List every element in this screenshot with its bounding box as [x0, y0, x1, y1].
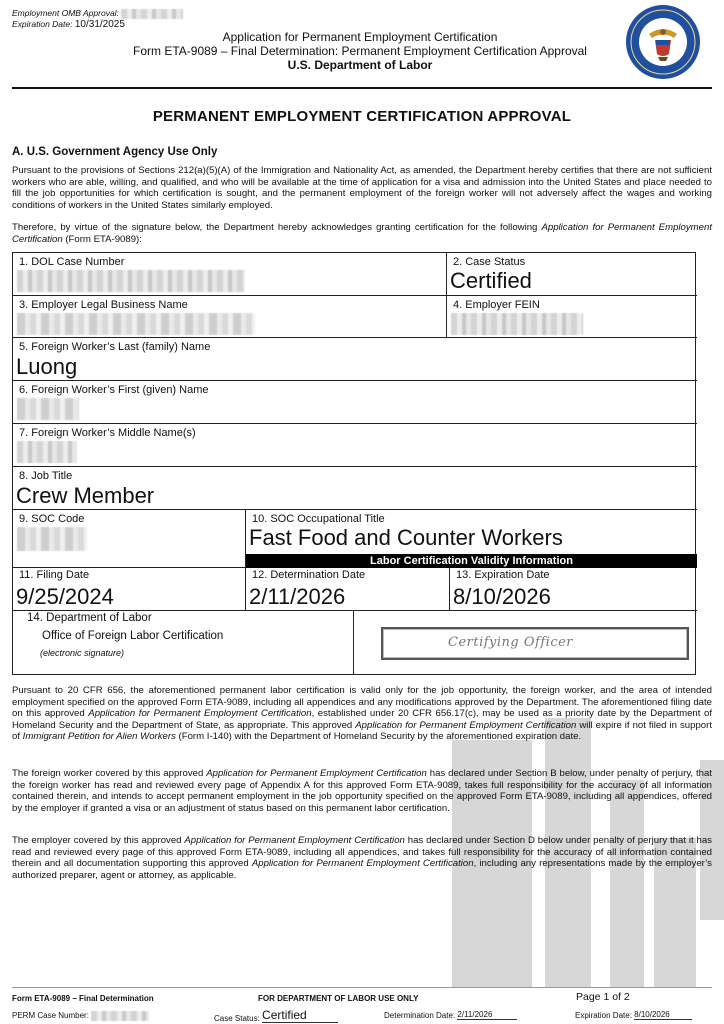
paragraph-employer: [12, 835, 712, 881]
page-title: PERMANENT EMPLOYMENT CERTIFICATION APPROVAL: [152, 108, 572, 125]
omb-info: [12, 8, 183, 30]
expiration-date-value: 8/10/2026: [453, 584, 551, 609]
redacted-first-name: [17, 398, 79, 420]
para2-text-a: Therefore, by virtue of the signature below, the Department hereby acknowledges granting certification for the following: [12, 222, 542, 233]
para3-italic-3: Immigrant Petition for Alien Workers: [22, 731, 176, 743]
field-job-title: [13, 467, 697, 510]
certification-form: [12, 252, 696, 675]
paragraph-certification: Pursuant to the provisions of Sections 212(a)(5)(A) of the Immigration and Nationality Act, as amended, the Department hereby certifies that there are not sufficient workers who are able, willing, and qualified, and who will be available at the time of application for a visa and admission into the United States and place needed to fill the job opportunities for which certification is sought, and the permanent employment of the foreign worker will not adversely affect the wages and working conditions of workers in the United States similarly employed.: [12, 165, 712, 211]
omb-expiration-label: Expiration Date:: [12, 19, 73, 29]
para3-italic-1: Application for Permanent Employment Certification: [88, 708, 312, 720]
case-number-label: PERM Case Number:: [12, 1011, 89, 1021]
para5-italic-1: Application for Permanent Employment Certification: [184, 835, 405, 846]
field-employer-name: [13, 296, 447, 338]
field-department-of-labor: [13, 611, 354, 675]
field-12-label: 12. Determination Date: [252, 569, 366, 581]
field-9-label: 9. SOC Code: [19, 513, 85, 525]
para5-text-b: has declared under Section D below under penalty of perjury that it has read and reviewed every page of this approved Form ETA-9089, including all appendices, and takes full responsibility for the accuracy of all information contained therein and all documentation supporting this approved: [12, 835, 712, 870]
footer-case-status: [214, 1008, 338, 1023]
field-soc-title: [246, 510, 697, 554]
field-middle-name: [13, 424, 697, 467]
header-line-3: U.S. Department of Labor: [287, 58, 433, 72]
case-status-value: Certified: [450, 268, 532, 293]
para2-italic: Application for Permanent Employment Certification: [12, 222, 713, 245]
field-first-name: [13, 381, 697, 424]
footer-expiration: [575, 1010, 692, 1020]
redacted-fein: [451, 313, 583, 335]
field-6-label: 6. Foreign Worker’s First (given) Name: [19, 384, 209, 396]
field-filing-date: [13, 568, 246, 611]
para3-text-b: , established under 20 CFR 656.17(c), may be used as a priority date by the Department of Homeland Security and the Department of State, as appropriate. This approved: [12, 708, 712, 731]
omb-expiration-value: 10/31/2025: [74, 19, 125, 30]
section-a-heading: A. U.S. Government Agency Use Only: [12, 146, 218, 158]
field-5-label: 5. Foreign Worker’s Last (family) Name: [19, 341, 211, 353]
footer-form-name: Form ETA-9089 – Final Determination: [12, 994, 154, 1003]
field-1-label: 1. DOL Case Number: [19, 256, 125, 268]
footer-expiration-label: Expiration Date:: [575, 1011, 632, 1020]
redacted-case-number: [17, 270, 245, 292]
redacted-employer-name: [17, 313, 255, 335]
field-expiration-date: [450, 568, 697, 611]
omb-approval-label: Employment OMB Approval:: [12, 8, 119, 18]
electronic-signature-note: (electronic signature): [40, 648, 125, 658]
footer-expiration-value: 8/10/2026: [634, 1010, 692, 1020]
footer-case-status-value: Certified: [262, 1008, 338, 1023]
para3-text-c: will expire if not filed in support of: [12, 719, 712, 743]
soc-title-value: Fast Food and Counter Workers: [249, 525, 563, 550]
field-soc-code: [13, 510, 246, 568]
footer-page-number: Page 1 of 2: [576, 991, 630, 1003]
filing-date-value: 9/25/2024: [16, 584, 114, 609]
field-3-label: 3. Employer Legal Business Name: [19, 299, 188, 311]
para4-text-a: The foreign worker covered by this approved: [12, 768, 207, 779]
redacted-footer-case-number: [91, 1011, 149, 1021]
para2-text-b: (Form ETA-9089):: [62, 233, 142, 245]
field-last-name: [13, 338, 697, 381]
footer-determination: [384, 1010, 517, 1020]
document-header: [80, 30, 640, 72]
para3-text-a: Pursuant to 20 CFR 656, the aforementioned permanent labor certification is valid only for the job opportunity, the foreign worker, and the area of intended employment specified on the approved Form ETA-9089, including all appendices and any modifications approved by the Department. The aforementioned filing date on this approved: [12, 685, 712, 720]
para3-italic-2: Application for Permanent Employment Certification: [355, 719, 577, 731]
para5-text-a: The employer covered by this approved: [12, 835, 185, 846]
para4-italic-1: Application for Permanent Employment Certification: [206, 768, 427, 779]
field-10-label: 10. SOC Occupational Title: [252, 513, 385, 525]
field-determination-date: [246, 568, 450, 611]
paragraph-foreign-worker: [12, 768, 712, 814]
field-8-label: 8. Job Title: [19, 470, 73, 482]
field-14-label: 14. Department of Labor: [27, 612, 152, 624]
paragraph-validity: [12, 685, 712, 743]
field-13-label: 13. Expiration Date: [456, 569, 550, 581]
office-name: Office of Foreign Labor Certification: [42, 630, 224, 642]
redacted-omb-number: [121, 9, 183, 19]
para3-text-d: (Form I-140) with the Department of Homeland Security by the aforementioned expiration date.: [175, 731, 582, 743]
para5-text-c: , including any representations made by the employer’s authorized preparer, agent or attorney, as applicable.: [12, 858, 712, 881]
job-title-value: Crew Member: [16, 483, 155, 508]
redacted-middle-name: [17, 441, 77, 463]
field-case-status: [447, 253, 697, 296]
validity-band: Labor Certification Validity Information: [246, 554, 697, 568]
footer-case-number: [12, 1011, 149, 1021]
header-divider: [12, 87, 712, 89]
field-dol-case-number: [13, 253, 447, 296]
field-7-label: 7. Foreign Worker’s Middle Name(s): [19, 427, 196, 439]
para4-text-b: has declared under Section B below, under penalty of perjury, that the foreign worker has read and reviewed every page of Appendix A for this approved Form ETA-9089, takes full responsibility for the accuracy of all information contained therein, and intends to accept permanent employment in the job opportunity specified on the approved Form ETA-9089, including all appendices, offered by the employer if granted a visa or an adjustment of status based on this permanent labor certification.: [12, 768, 712, 814]
signature-image: Certifying Officer: [448, 635, 574, 650]
footer-case-status-label: Case Status:: [214, 1014, 260, 1023]
footer-determination-value: 2/11/2026: [457, 1010, 517, 1020]
field-11-label: 11. Filing Date: [19, 569, 90, 581]
footer-determination-label: Determination Date:: [384, 1011, 456, 1020]
signature-box: [381, 627, 689, 660]
footer-dol-use: FOR DEPARTMENT OF LABOR USE ONLY: [258, 994, 419, 1003]
redacted-soc-code: [17, 527, 87, 551]
field-4-label: 4. Employer FEIN: [453, 299, 540, 311]
para5-italic-2: Application for Permanent Employment Certification: [251, 858, 474, 870]
dol-seal-icon: [625, 4, 701, 80]
determination-date-value: 2/11/2026: [249, 584, 346, 609]
header-line-1: Application for Permanent Employment Certification: [222, 30, 498, 44]
field-2-label: 2. Case Status: [453, 256, 526, 268]
header-line-2: Form ETA-9089 – Final Determination: Permanent Employment Certification Approval: [133, 44, 587, 58]
paragraph-therefore: [12, 222, 712, 245]
last-name-value: Luong: [16, 354, 78, 379]
field-employer-fein: [447, 296, 697, 338]
footer-divider: [12, 987, 712, 988]
